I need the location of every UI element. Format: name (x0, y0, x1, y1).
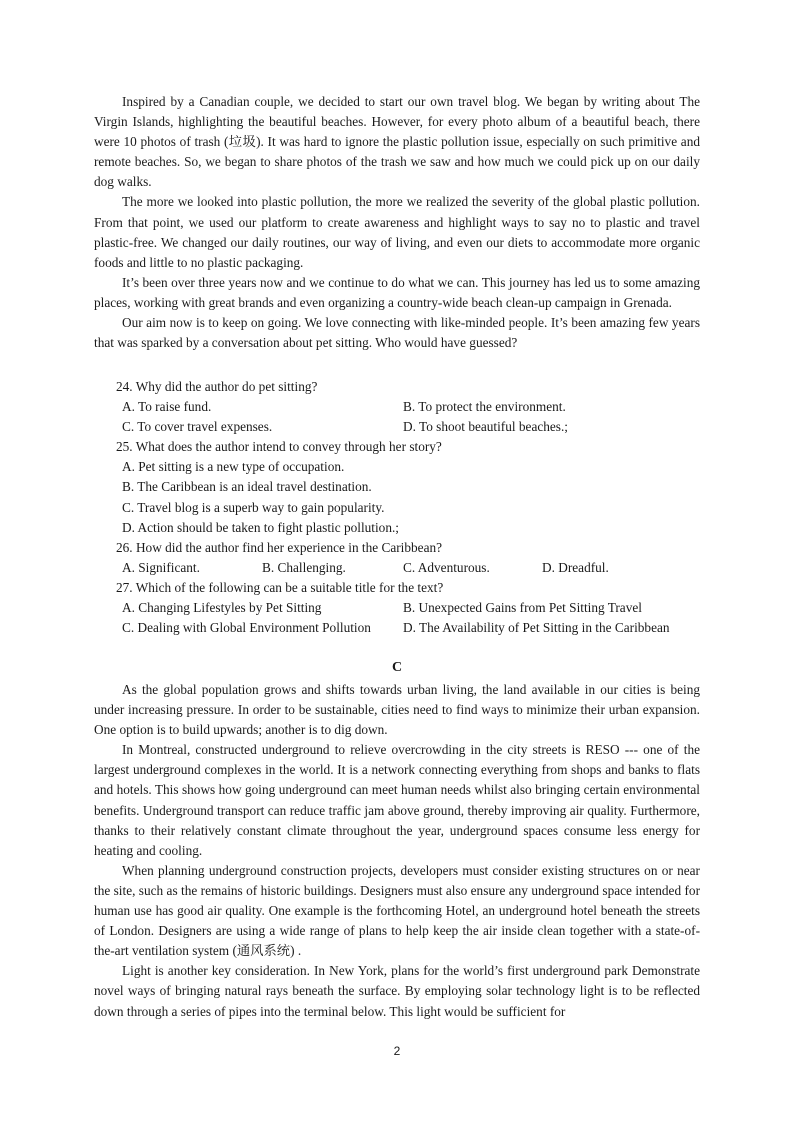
passage-b-paragraph-1: Inspired by a Canadian couple, we decided to start our own travel blog. We began by writing about The Virgin Islands, highlighting the beautiful beaches. However, for every photo album of a beautiful beach, there were 10 photos of trash (垃圾). It was hard to ignore the plastic pollution issue, especially on such primitive and remote beaches. So, we began to share photos of the trash we saw and how much we could pick up on our daily dog walks. (94, 94, 700, 190)
question-24-options-row-2 (116, 417, 716, 437)
option-26-b[interactable]: B. Challenging. (262, 559, 346, 575)
option-24-c[interactable]: C. To cover travel expenses. (122, 419, 273, 435)
option-27-a[interactable]: A. Changing Lifestyles by Pet Sitting (122, 600, 322, 616)
question-26-stem: 26. How did the author find her experience in the Caribbean? (116, 539, 443, 555)
passage-b-paragraph-3: It’s been over three years now and we continue to do what we can. This journey has led us to some amazing places, working with great brands and even organizing a country-wide beach clean-up campaign in Grenada. (94, 274, 700, 310)
option-25-a-row (116, 457, 716, 477)
passage-c-paragraph-3: When planning underground construction projects, developers must consider existing structures on or near the site, such as the remains of historic buildings. Designers must also ensure any underground space intended for human use has good air quality. One example is the forthcoming Hotel, an underground hotel beneath the streets of London. Designers are using a wide range of plans to help keep the air inside clean together with a state-of-the-art ventilation system (通风系统) . (94, 862, 700, 959)
option-26-c[interactable]: C. Adventurous. (403, 559, 490, 575)
question-26-options-row (116, 558, 716, 578)
option-24-d[interactable]: D. To shoot beautiful beaches.; (403, 419, 568, 435)
option-25-d-row (116, 518, 716, 538)
option-24-b[interactable]: B. To protect the environment. (403, 399, 566, 415)
option-27-d[interactable]: D. The Availability of Pet Sitting in the Caribbean (403, 620, 670, 636)
page-number: 2 (393, 1044, 401, 1058)
question-25 (116, 437, 716, 537)
option-26-d[interactable]: D. Dreadful. (542, 559, 609, 575)
option-25-b-row (116, 477, 716, 497)
option-25-c-row (116, 498, 716, 518)
question-24-stem: 24. Why did the author do pet sitting? (116, 379, 318, 394)
option-25-b[interactable]: B. The Caribbean is an ideal travel destination. (122, 479, 372, 495)
option-27-c[interactable]: C. Dealing with Global Environment Pollution (122, 620, 371, 636)
question-27-stem: 27. Which of the following can be a suitable title for the text? (116, 579, 444, 595)
question-27-options-row-1 (116, 598, 716, 618)
question-27 (116, 578, 716, 638)
option-26-a[interactable]: A. Significant. (122, 559, 200, 575)
option-24-a[interactable]: A. To raise fund. (122, 399, 212, 415)
option-25-d[interactable]: D. Action should be taken to fight plastic pollution.; (122, 519, 399, 535)
option-25-a[interactable]: A. Pet sitting is a new type of occupation. (122, 459, 345, 475)
passage-b-paragraph-2: The more we looked into plastic pollution, the more we realized the severity of the global plastic pollution. From that point, we used our platform to create awareness and highlight ways to say no to plastic and travel plastic-free. We changed our daily routines, our way of living, and even our diets to accommodate more organic foods and little to no plastic packaging. (94, 194, 700, 270)
question-24-options-row-1 (116, 397, 716, 417)
option-27-b[interactable]: B. Unexpected Gains from Pet Sitting Travel (403, 600, 642, 616)
question-26 (116, 538, 716, 578)
passage-c-paragraph-2: In Montreal, constructed underground to relieve overcrowding in the city streets is RESO --- one of the largest underground complexes in the world. It is a network connecting everything from shops and banks to flats and hotels. This shows how going underground can meet human needs whilst also bringing certain environmental benefits. Underground transport can reduce traffic jam above ground, thereby improving air quality. Furthermore, thanks to their relatively constant climate throughout the year, underground spaces consume less energy for heating and cooling. (94, 742, 700, 858)
question-25-stem: 25. What does the author intend to convey through her story? (116, 439, 442, 455)
question-24 (116, 377, 716, 437)
passage-c (94, 680, 700, 1022)
passage-b (94, 92, 700, 353)
question-27-options-row-2 (116, 618, 716, 638)
passage-c-paragraph-1: As the global population grows and shifts towards urban living, the land available in our cities is being under increasing pressure. In order to be sustainable, cities need to find ways to minimize their urban expansion. One option is to build upwards; another is to dig down. (94, 682, 700, 738)
option-25-c[interactable]: C. Travel blog is a superb way to gain popularity. (122, 499, 385, 515)
passage-b-paragraph-4: Our aim now is to keep on going. We love connecting with like-minded people. It’s been amazing few years that was sparked by a conversation about pet sitting. Who would have guessed? (94, 315, 700, 351)
section-c-title: C (391, 660, 403, 675)
question-block (116, 377, 716, 638)
passage-c-paragraph-4: Light is another key consideration. In New York, plans for the world’s first underground park Demonstrate novel ways of bringing natural rays beneath the surface. By employing solar technology light is to be reflected down through a series of pipes into the terminal below. This light would be sufficient for (94, 963, 700, 1019)
